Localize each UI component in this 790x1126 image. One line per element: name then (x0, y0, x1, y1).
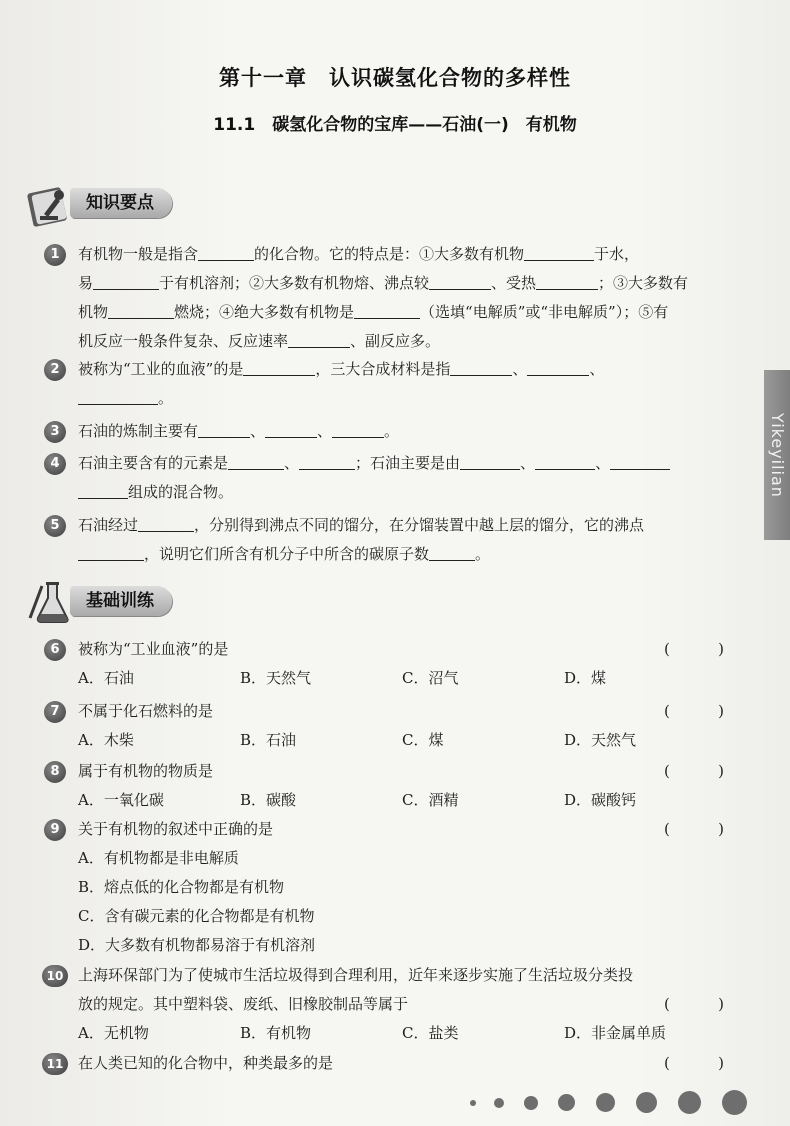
question-stem: 不属于化石燃料的是 (78, 702, 214, 720)
question-number-badge: 4 (44, 453, 66, 475)
flask-icon (26, 578, 74, 626)
option-d[interactable]: D．大多数有机物都易溶于有机溶剂 (78, 936, 316, 954)
dot (524, 1096, 538, 1110)
question-stem: 上海环保部门为了使城市生活垃圾得到合理利用，近年来逐步实施了生活垃圾分类投 (78, 966, 634, 984)
answer-parentheses: ( ) (664, 640, 724, 658)
option-c[interactable]: C．酒精 (402, 791, 459, 809)
question-number-badge: 5 (44, 515, 66, 537)
decorative-dots (470, 1088, 770, 1118)
basic-training-section-label: 基础训练 (70, 586, 172, 616)
knowledge-item-2 (44, 355, 724, 413)
option-c[interactable]: C．盐类 (402, 1024, 459, 1042)
question-11 (44, 1049, 724, 1078)
question-text: 石油主要含有的元素是 、 ；石油主要是由 、 、 组成的混合物。 (44, 449, 724, 507)
option-d[interactable]: D．天然气 (564, 731, 637, 749)
question-number-badge: 3 (44, 421, 66, 443)
knowledge-item-4 (44, 449, 724, 507)
option-b[interactable]: B．有机物 (240, 1024, 312, 1042)
option-b[interactable]: B．天然气 (240, 669, 312, 687)
question-stem: 关于有机物的叙述中正确的是 (78, 820, 274, 838)
option-d[interactable]: D．碳酸钙 (564, 791, 637, 809)
question-number-badge: 7 (44, 701, 66, 723)
section-title: 11.1 碳氢化合物的宝库——石油(一) 有机物 (213, 115, 577, 135)
option-a[interactable]: A．石油 (78, 669, 134, 687)
dot (558, 1094, 575, 1111)
question-number-badge: 11 (42, 1053, 68, 1075)
side-tab-label: Yikeyilian (768, 412, 787, 498)
question-7 (44, 697, 724, 749)
answer-parentheses: ( ) (664, 995, 724, 1013)
basic-training-section-header (26, 578, 186, 626)
dot (596, 1093, 615, 1112)
dot (494, 1098, 504, 1108)
question-number-badge: 9 (44, 819, 66, 841)
option-c[interactable]: C．煤 (402, 731, 444, 749)
option-a[interactable]: A．无机物 (78, 1024, 149, 1042)
option-b[interactable]: B．碳酸 (240, 791, 297, 809)
option-a[interactable]: A．有机物都是非电解质 (78, 849, 239, 867)
options-row (78, 664, 726, 693)
question-stem: 属于有机物的物质是 (78, 762, 214, 780)
option-c[interactable]: C．含有碳元素的化合物都是有机物 (78, 907, 315, 925)
microscope-book-icon (26, 180, 74, 228)
chapter-title: 第十一章 认识碳氢化合物的多样性 (219, 66, 571, 90)
question-number-badge: 1 (44, 244, 66, 266)
answer-parentheses: ( ) (664, 702, 724, 720)
question-text: 石油经过 ，分别得到沸点不同的馏分，在分馏装置中越上层的馏分，它的沸点 ，说明它们所含有机分子中所含的碳原子数 。 (44, 511, 724, 569)
answer-parentheses: ( ) (664, 1054, 724, 1072)
question-number-badge: 6 (44, 639, 66, 661)
question-6 (44, 635, 724, 687)
dot (678, 1091, 701, 1114)
question-number-badge: 8 (44, 761, 66, 783)
option-a[interactable]: A．一氧化碳 (78, 791, 164, 809)
question-stem-continued: 放的规定。其中塑料袋、废纸、旧橡胶制品等属于 (78, 995, 409, 1013)
dot (470, 1100, 476, 1106)
question-text: 被称为“工业的血液”的是 ，三大合成材料是指 、 、 。 (44, 355, 724, 413)
question-8 (44, 757, 724, 809)
options-row (78, 726, 726, 755)
option-d[interactable]: D．非金属单质 (564, 1024, 667, 1042)
knowledge-section-header (26, 180, 186, 228)
question-stem: 被称为“工业血液”的是 (78, 640, 229, 658)
option-b[interactable]: B．熔点低的化合物都是有机物 (78, 878, 285, 896)
question-number-badge: 2 (44, 359, 66, 381)
answer-parentheses: ( ) (664, 762, 724, 780)
knowledge-section-label: 知识要点 (70, 188, 172, 218)
knowledge-item-3 (44, 417, 724, 446)
question-text: 石油的炼制主要有 、 、 。 (44, 417, 724, 446)
dot (636, 1092, 657, 1113)
option-c[interactable]: C．沼气 (402, 669, 459, 687)
answer-parentheses: ( ) (664, 820, 724, 838)
question-stem: 在人类已知的化合物中，种类最多的是 (78, 1054, 334, 1072)
dot (722, 1090, 747, 1115)
question-9 (44, 815, 724, 960)
option-d[interactable]: D．煤 (564, 669, 607, 687)
option-a[interactable]: A．木柴 (78, 731, 134, 749)
option-b[interactable]: B．石油 (240, 731, 297, 749)
options-row (78, 786, 726, 815)
side-tab (764, 370, 790, 540)
knowledge-item-1 (44, 240, 724, 356)
knowledge-item-5 (44, 511, 724, 569)
options-row (78, 1019, 726, 1048)
question-10 (44, 961, 724, 1042)
question-text: 有机物一般是指含 的化合物。它的特点是：①大多数有机物 于水， 易 于有机溶剂；②大多数有机物熔、沸点较 、受热 ；③大多数有 机物 燃烧；④绝大多数有机物是 （选填“电解质”或“非电解质”）；⑤有 机反应一般条件复杂、反应速率 、副反应多。 (44, 240, 724, 356)
question-number-badge: 10 (42, 965, 68, 987)
